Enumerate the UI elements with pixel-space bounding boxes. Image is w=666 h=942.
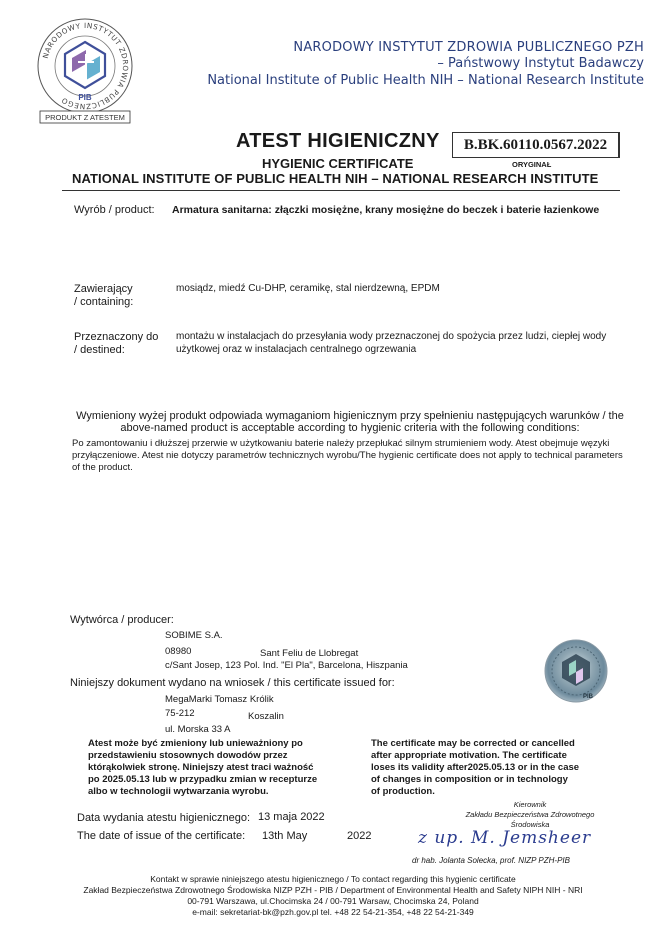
- signatory-name: dr hab. Jolanta Solecka, prof. NIZP PZH-PIB: [412, 856, 570, 865]
- signatory-unit-line1: Zakładu Bezpieczeństwa Zdrowotnego: [465, 810, 595, 819]
- containing-label-line2: / containing:: [74, 296, 134, 308]
- signatory-role: Kierownik: [513, 800, 547, 809]
- nih-seal-logo: [34, 14, 136, 124]
- original-label: ORYGINAŁ: [512, 160, 552, 169]
- validity-en-line2: after appropriate motivation. The certificate: [371, 750, 567, 761]
- pzh-emblem-icon: [65, 42, 105, 88]
- footer-address-line: 00-791 Warszawa, ul.Chocimska 24 / 00-791 Warsaw, Chocimska 24, Poland: [187, 896, 479, 906]
- issue-date-en-day-month: 13th May: [262, 830, 308, 842]
- producer-name: SOBIME S.A.: [165, 630, 223, 641]
- validity-en-line3: loses its validity after2025.05.13 or in the case: [371, 762, 580, 773]
- product-label: Wyrób / product:: [74, 204, 155, 216]
- validity-pl-line4: po 2025.05.13 lub w przypadku zmian w recepturze: [88, 774, 318, 785]
- seal-label: PRODUKT Z ATESTEM: [45, 113, 125, 122]
- destined-label-line2: / destined:: [74, 344, 125, 356]
- certificate-title: ATEST HIGIENICZNY: [236, 130, 440, 152]
- validity-en-line1: The certificate may be corrected or cancelled: [371, 738, 575, 749]
- validity-pl-line3: którąkolwiek stronę. Niniejszy atest traci ważność: [88, 762, 314, 773]
- conditions-statement: Wymieniony wyżej produkt odpowiada wymaganiom higienicznym przy spełnieniu następujących warunków / the above-named product is acceptable according to hygienic criteria with the following conditions:: [76, 410, 624, 434]
- issue-date-pl-label: Data wydania atestu higienicznego:: [77, 812, 251, 824]
- producer-postal-code: 08980: [165, 646, 192, 657]
- seal-ring-text: NARODOWY INSTYTUT ZDROWIA PUBLICZNEGO: [40, 20, 131, 112]
- hologram-label: PIB: [583, 694, 594, 700]
- applicant-postal-code: 75-212: [165, 708, 195, 719]
- issue-date-en-label: The date of issue of the certificate:: [77, 830, 246, 842]
- signatory-unit-line2: Środowiska: [510, 820, 550, 829]
- handwritten-signature: z up. M. Jemsheer: [418, 828, 592, 848]
- issued-for-label: Niniejszy dokument wydano na wniosek / this certificate issued for:: [70, 677, 395, 689]
- conditions-text: Po zamontowaniu i dłuższej przerwie w użytkowaniu baterie należy przepłukać silnym strumieniem wody. Atest obejmuje węzyki przyłączeniowe. Atest nie dotyczy parametrów technicznych wyrobu/The hygienic certificate does not apply to technical parameters of the product.: [72, 438, 623, 473]
- validity-pl-line2: przedstawieniu stosownych dowodów przez: [88, 750, 288, 761]
- validity-en-line4: of changes in composition or in technology: [371, 774, 568, 785]
- certificate-subtitle: HYGIENIC CERTIFICATE: [262, 156, 414, 171]
- producer-label: Wytwórca / producer:: [70, 614, 174, 626]
- applicant-address: ul. Morska 33 A: [165, 724, 231, 735]
- seal-abbrev: PIB: [78, 93, 92, 102]
- destined-value: montażu w instalacjach do przesyłania wody przeznaczonej do spożycia przez ludzi, ciepłej wody użytkowej oraz w instalacjach centralnego ogrzewania: [176, 331, 607, 355]
- footer-department-line: Zakład Bezpieczeństwa Zdrowotnego Środowiska NIZP PZH - PIB / Department of Environmental Health and Safety NIPH NIH - NRI: [83, 885, 583, 895]
- applicant-name: MegaMarki Tomasz Królik: [165, 694, 274, 705]
- validity-pl-line1: Atest może być zmieniony lub unieważniony po: [88, 738, 303, 749]
- institution-name-en: National Institute of Public Health NIH – National Research Institute: [207, 73, 644, 88]
- certificate-number: B.BK.60110.0567.2022: [452, 132, 620, 158]
- hologram-seal: [543, 638, 609, 704]
- institution-name-pl: NARODOWY INSTYTUT ZDROWIA PUBLICZNEGO PZH: [293, 40, 644, 55]
- issue-date-pl-value: 13 maja 2022: [258, 811, 325, 823]
- footer-contact-line: Kontakt w sprawie niniejszego atestu higienicznego / To contact regarding this hygienic certificate: [150, 874, 516, 884]
- footer-email-phone-line: e-mail: sekretariat-bk@pzh.gov.pl tel. +48 22 54-21-354, +48 22 54-21-349: [192, 907, 474, 917]
- institution-subtitle-pl: – Państwowy Instytut Badawczy: [437, 56, 644, 71]
- product-value: Armatura sanitarna: złączki mosiężne, krany mosiężne do beczek i baterie łazienkowe: [172, 204, 600, 216]
- producer-city: Sant Feliu de Llobregat: [260, 648, 359, 659]
- containing-label-line1: Zawierający: [74, 283, 133, 295]
- validity-notice-en: [371, 738, 641, 798]
- destined-label-line1: Przeznaczony do: [74, 331, 159, 343]
- validity-en-line5: of production.: [371, 786, 435, 797]
- signatory-block: [430, 800, 630, 830]
- applicant-city: Koszalin: [248, 711, 284, 722]
- validity-notice-pl: [88, 738, 358, 798]
- containing-value: mosiądz, miedź Cu-DHP, ceramikę, stal nierdzewną, EPDM: [176, 283, 440, 294]
- producer-address: c/Sant Josep, 123 Pol. Ind. "El Pla", Barcelona, Hiszpania: [165, 660, 408, 671]
- validity-pl-line5: albo w technologii wytwarzania wyrobu.: [88, 786, 269, 797]
- header-divider: [62, 190, 620, 191]
- issue-date-en-year: 2022: [347, 830, 372, 842]
- issuer-line: NATIONAL INSTITUTE OF PUBLIC HEALTH NIH – NATIONAL RESEARCH INSTITUTE: [72, 171, 599, 186]
